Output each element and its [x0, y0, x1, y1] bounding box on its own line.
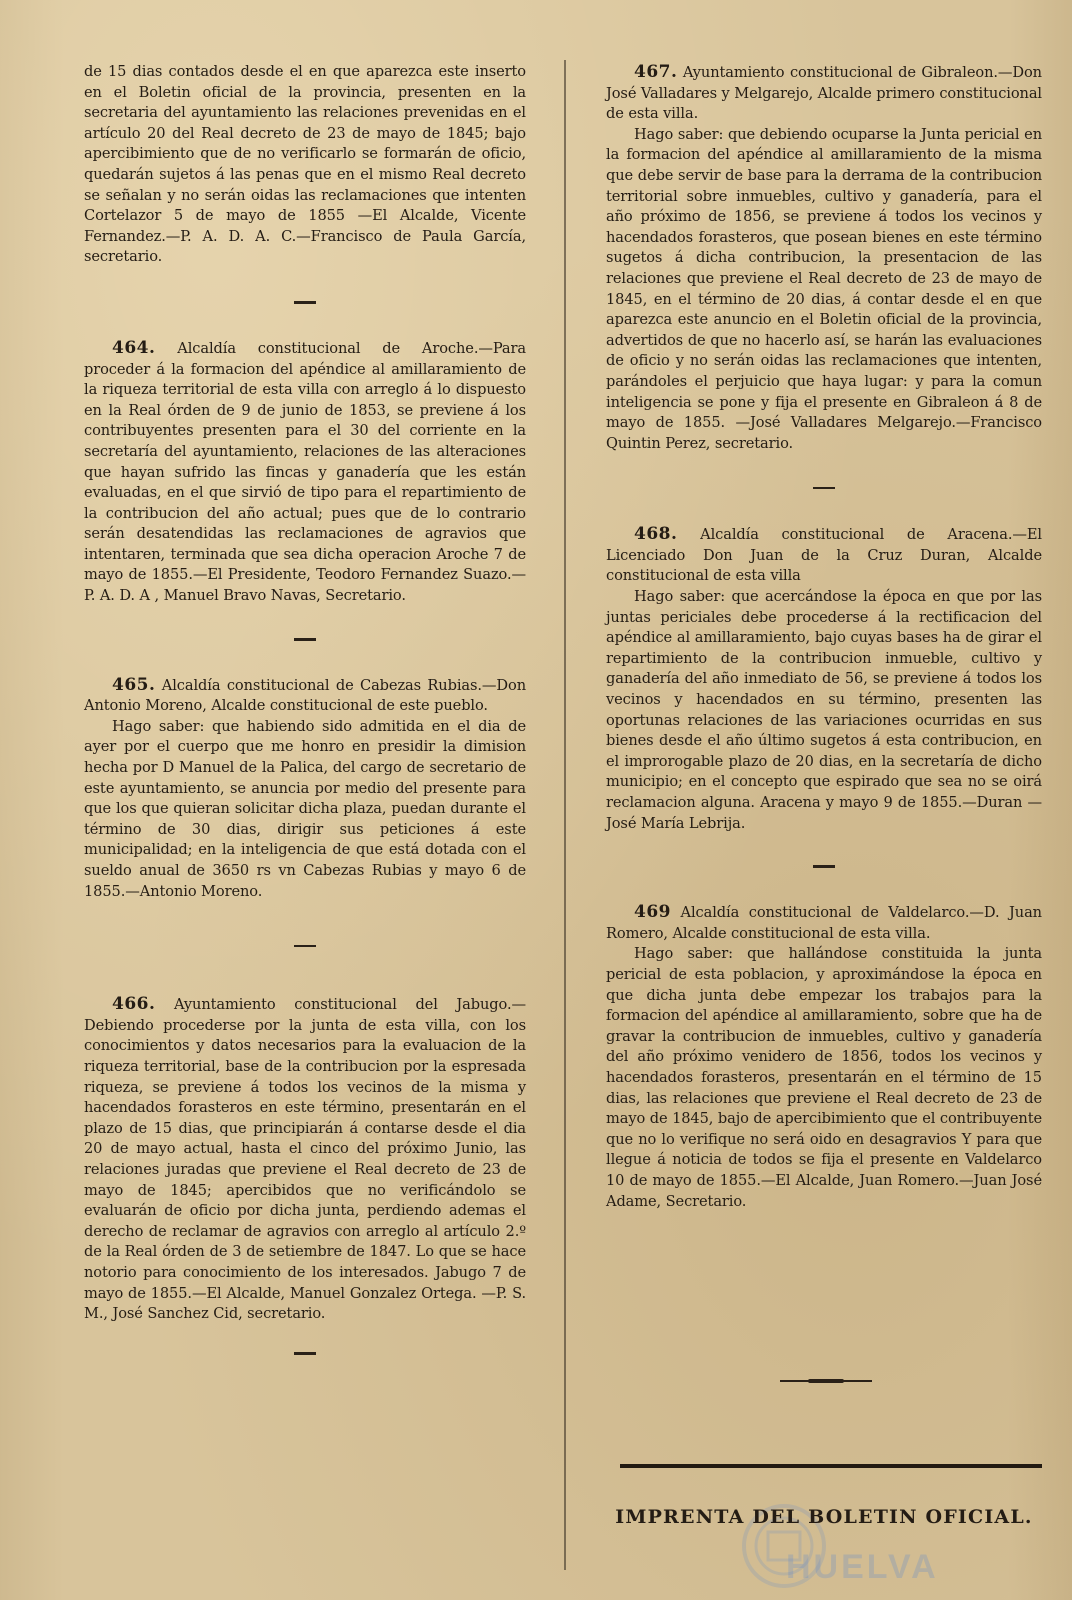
separator	[606, 856, 1042, 876]
notice-465-text: Hago saber: que habiendo sido admitida en el dia de ayer por el cuerpo que me honro en presidir la dimision hecha por D Manuel de la Palica, del cargo de secretario de este ayuntamiento, se anuncia por medio del presente para que los que quieran solicitar dicha plaza, puedan durante el término de 30 dias, dirigir sus peticiones á este municipalidad; en la inteligencia de que está dotada con el sueldo anual de 3650 rs vn Cabezas Rubias y mayo 6 de 1855.—Antonio Moreno.	[84, 717, 526, 900]
notice-464-text: Alcaldía constitucional de Aroche.—Para proceder á la formacion del apéndice al amillaramiento de la riqueza territorial de esta villa con arreglo á lo dispuesto en la Real órden de 9 de junio de 1853, se previene á los contribuyentes presenten para el 30 del corriente en la secretaría del ayuntamiento, relaciones de las alteraciones que hayan sufrido las fincas y ganadería que les están evaluadas, en el que sirvió de tipo para el repartimiento de la contribucion del año actual; pues que de lo contrario serán desatendidas las reclamaciones de agravios que intentaren, terminada que sea dicha operacion Aroche 7 de mayo de 1855.—El Presidente, Teodoro Fernandez Suazo.—P. A. D. A , Manuel Bravo Navas, Secretario.	[84, 339, 526, 605]
notice-468-heading: Alcaldía constitucional de Aracena.—El Licenciado Don Juan de la Cruz Duran, Alcalde constitucional de esta villa	[606, 526, 1042, 585]
notice-number: 465.	[112, 674, 156, 695]
separator	[84, 629, 526, 649]
notice-468-text: Hago saber: que acercándose la época en que por las juntas periciales debe procederse á la rectificacion del apéndice al amillaramiento, bajo cuyas bases ha de girar el repartimiento de la contribucion inmueble, cultivo y ganadería del año inmediato de 56, se previene á todos los vecinos y hacendados en su término, presenten las oportunas relaciones de las variaciones ocurridas en sus bienes desde el año último sugetos á esta contribucion, en el improrogable plazo de 20 dias, en la secretaría de dicho municipio; en el concepto que espirado que sea no se oirá reclamacion alguna. Aracena y mayo 9 de 1855.—Duran —José María Lebrija.	[606, 588, 1042, 832]
notice-469-heading: Alcaldía constitucional de Valdelarco.—D. Juan Romero, Alcalde constitucional de esta villa.	[606, 904, 1042, 942]
notice-466	[84, 994, 526, 1325]
notice-number: 467.	[634, 62, 678, 82]
column-divider	[564, 60, 566, 1570]
notice-number: 466.	[112, 994, 156, 1015]
separator	[84, 292, 526, 312]
notice-463-continuation	[84, 62, 526, 268]
notice-number: 468.	[634, 524, 678, 545]
imprint-footer: IMPRENTA DEL BOLETIN OFICIAL.	[615, 1506, 1033, 1528]
separator	[84, 1343, 526, 1363]
notice-464	[84, 338, 526, 607]
notice-467-text: Hago saber: que debiendo ocuparse la Junta pericial en la formacion del apéndice al amillaramiento de la misma que debe servir de base para la derrama de la contribucion territorial sobre inmuebles, cultivo y ganadería, para el año próximo de 1856, se previene á todos los vecinos y hacendados forasteros, que posean bienes en este término sugetos á dicha contribucion, la presentacion de las relaciones que previene el Real decreto de 23 de mayo de 1845, en el término de 20 dias, á contar desde el en que aparezca este anuncio en el Boletin oficial de la provincia, advertidos de que no hacerlo así, se harán las evaluaciones de oficio y no serán oidas las reclamaciones que intenten, parándoles el perjuicio que haya lugar: y para la comun inteligencia se pone y fija el presente en Gibraleon á 8 de mayo de 1855. —José Valladares Melgarejo.—Francisco Quintin Perez, secretario.	[606, 125, 1042, 452]
notice-467	[606, 62, 1042, 454]
right-column	[606, 62, 1042, 1212]
notice-number: 464.	[112, 337, 156, 358]
notice-463-text: de 15 dias contados desde el en que aparezca este inserto en el Boletin oficial de la provincia, presenten en la secretaria del ayuntamiento las relaciones prevenidas en el artículo 20 del Real decreto de 23 de mayo de 1845; bajo apercibimiento que de no verificarlo se formarán de oficio, quedarán sujetos á las penas que en el mismo Real decreto se señalan y no serán oidas las reclamaciones que intenten Cortelazor 5 de mayo de 1855 —El Alcalde, Vicente Fernandez.—P. A. D. A. C.—Francisco de Paula García, secretario.	[84, 63, 526, 266]
stamp-watermark-text: HUELVA	[786, 1548, 939, 1586]
notice-465-heading: Alcaldía constitucional de Cabezas Rubias.—Don Antonio Moreno, Alcalde constitucional de este pueblo.	[84, 676, 527, 715]
separator	[606, 478, 1042, 498]
notice-469-text: Hago saber: que hallándose constituida la junta pericial de esta poblacion, y aproximándose la época en que dicha junta debe empezar los trabajos para la formacion del apéndice al amillaramiento, sobre que ha de gravar la contribucion de inmuebles, cultivo y ganadería del año próximo venidero de 1856, todos los vecinos y hacendados forasteros, presentarán en el término de 15 dias, las relaciones que previene el Real decreto de 23 de mayo de 1845, bajo de apercibimiento que el contribuyente que no lo verifique no será oido en desagravios Y para que llegue á noticia de todos se fija el presente en Valdelarco 10 de mayo de 1855.—El Alcalde, Juan Romero.—Juan José Adame, Secretario.	[606, 945, 1042, 1210]
notice-467-heading: Ayuntamiento constitucional de Gibraleon.—Don José Valladares y Melgarejo, Alcalde primero constitucional de esta villa.	[606, 64, 1042, 123]
notice-465	[84, 675, 526, 903]
ornamental-rule	[780, 1380, 872, 1382]
notice-469	[606, 902, 1042, 1212]
notice-468	[606, 524, 1042, 834]
thick-rule	[620, 1464, 1042, 1468]
notice-number: 469	[634, 902, 671, 923]
notice-466-text: Ayuntamiento constitucional del Jabugo.—Debiendo procederse por la junta de esta villa, con los conocimientos y datos necesarios para la evaluacion de la riqueza territorial, base de la contribucion por la espresada riqueza, se previene á todos los vecinos de la misma y hacendados forasteros en este término, presentarán en el plazo de 15 dias, que principiarán á contarse desde el dia 20 de mayo actual, hasta el cinco del próximo Junio, las relaciones juradas que previene el Real decreto de 23 de mayo de 1845; apercibidos que no verificándolo se evaluarán de oficio por dicha junta, perdiendo ademas el derecho de reclamar de agravios con arreglo al artículo 2.º de la Real órden de 3 de setiembre de 1847. Lo que se hace notorio para conocimiento de los interesados. Jabugo 7 de mayo de 1855.—El Alcalde, Manuel Gonzalez Ortega. —P. S. M., José Sanchez Cid, secretario.	[84, 996, 526, 1323]
separator	[84, 936, 526, 956]
left-column	[84, 62, 526, 1363]
